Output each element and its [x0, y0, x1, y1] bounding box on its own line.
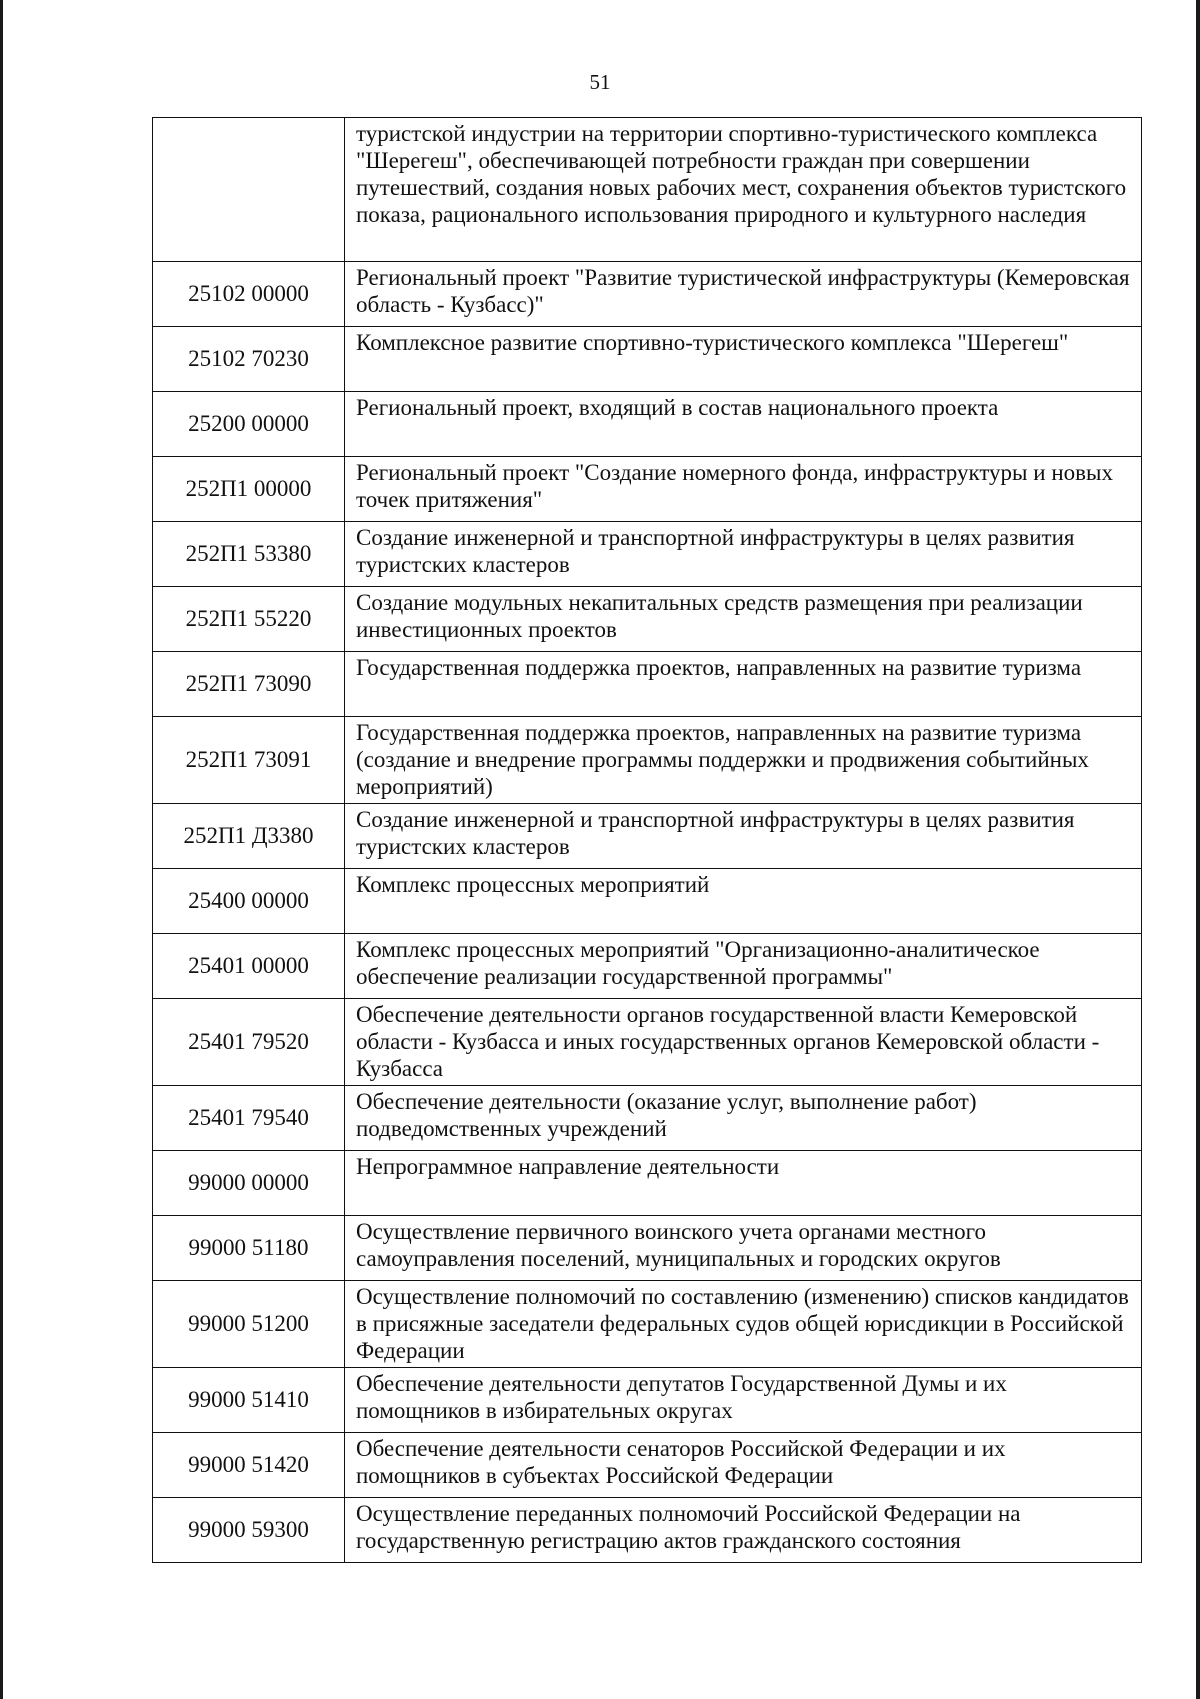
- table-row: [153, 1086, 1142, 1151]
- row-name: Создание инженерной и транспортной инфраструктуры в целях развития туристских кластеров: [345, 804, 1142, 869]
- table-row: [153, 1151, 1142, 1216]
- row-code: 25400 00000: [153, 869, 345, 934]
- row-name: Осуществление переданных полномочий Российской Федерации на государственную регистрацию актов гражданского состояния: [345, 1498, 1142, 1563]
- table-row: [153, 934, 1142, 999]
- table-row: [153, 118, 1142, 262]
- row-name: Комплексное развитие спортивно-туристического комплекса "Шерегеш": [345, 327, 1142, 392]
- row-code: [153, 118, 345, 262]
- table-row: [153, 522, 1142, 587]
- row-code: 252П1 73091: [153, 717, 345, 804]
- page-edge-left: [0, 0, 3, 1699]
- table-row: [153, 457, 1142, 522]
- row-name: Региональный проект, входящий в состав национального проекта: [345, 392, 1142, 457]
- row-code: 99000 59300: [153, 1498, 345, 1563]
- row-code: 25401 79540: [153, 1086, 345, 1151]
- row-code: 99000 00000: [153, 1151, 345, 1216]
- page-edge-right: [1196, 0, 1200, 1699]
- row-name: Государственная поддержка проектов, направленных на развитие туризма: [345, 652, 1142, 717]
- table-row: [153, 652, 1142, 717]
- table-row: [153, 1216, 1142, 1281]
- table-row: [153, 327, 1142, 392]
- row-name: Обеспечение деятельности сенаторов Российской Федерации и их помощников в субъектах Российской Федерации: [345, 1433, 1142, 1498]
- row-name: Комплекс процессных мероприятий: [345, 869, 1142, 934]
- table-row: [153, 1498, 1142, 1563]
- row-code: 252П1 Д3380: [153, 804, 345, 869]
- row-name: Обеспечение деятельности органов государственной власти Кемеровской области - Кузбасса и иных государственных органов Кемеровской области - Кузбасса: [345, 999, 1142, 1086]
- budget-classification-table: [152, 117, 1142, 1563]
- table-row: [153, 262, 1142, 327]
- table-row: [153, 804, 1142, 869]
- row-code: 99000 51200: [153, 1281, 345, 1368]
- row-code: 99000 51410: [153, 1368, 345, 1433]
- table-row: [153, 869, 1142, 934]
- page-number: 51: [589, 70, 611, 94]
- table-row: [153, 717, 1142, 804]
- row-name: Государственная поддержка проектов, направленных на развитие туризма (создание и внедрение программы поддержки и продвижения событийных мероприятий): [345, 717, 1142, 804]
- table-row: [153, 1368, 1142, 1433]
- row-code: 25401 00000: [153, 934, 345, 999]
- row-code: 252П1 00000: [153, 457, 345, 522]
- table-row: [153, 392, 1142, 457]
- table-row: [153, 1281, 1142, 1368]
- row-code: 252П1 73090: [153, 652, 345, 717]
- row-name: Непрограммное направление деятельности: [345, 1151, 1142, 1216]
- row-code: 99000 51420: [153, 1433, 345, 1498]
- row-code: 252П1 53380: [153, 522, 345, 587]
- row-name: Создание модульных некапитальных средств размещения при реализации инвестиционных проектов: [345, 587, 1142, 652]
- row-code: 25102 70230: [153, 327, 345, 392]
- row-code: 25200 00000: [153, 392, 345, 457]
- row-name: Региональный проект "Развитие туристической инфраструктуры (Кемеровская область - Кузбасс)": [345, 262, 1142, 327]
- row-code: 99000 51180: [153, 1216, 345, 1281]
- table-row: [153, 1433, 1142, 1498]
- row-code: 25102 00000: [153, 262, 345, 327]
- row-name: Обеспечение деятельности (оказание услуг, выполнение работ) подведомственных учреждений: [345, 1086, 1142, 1151]
- row-code: 25401 79520: [153, 999, 345, 1086]
- table-row: [153, 999, 1142, 1086]
- row-name: Осуществление первичного воинского учета органами местного самоуправления поселений, муниципальных и городских округов: [345, 1216, 1142, 1281]
- row-name: Обеспечение деятельности депутатов Государственной Думы и их помощников в избирательных округах: [345, 1368, 1142, 1433]
- row-code: 252П1 55220: [153, 587, 345, 652]
- row-name: Осуществление полномочий по составлению (изменению) списков кандидатов в присяжные заседатели федеральных судов общей юрисдикции в Российской Федерации: [345, 1281, 1142, 1368]
- row-name: туристской индустрии на территории спортивно-туристического комплекса "Шерегеш", обеспечивающей потребности граждан при совершении путешествий, создания новых рабочих мест, сохранения объектов туристского показа, рационального использования природного и культурного наследия: [345, 118, 1142, 262]
- row-name: Создание инженерной и транспортной инфраструктуры в целях развития туристских кластеров: [345, 522, 1142, 587]
- table-row: [153, 587, 1142, 652]
- row-name: Региональный проект "Создание номерного фонда, инфраструктуры и новых точек притяжения": [345, 457, 1142, 522]
- row-name: Комплекс процессных мероприятий "Организационно-аналитическое обеспечение реализации государственной программы": [345, 934, 1142, 999]
